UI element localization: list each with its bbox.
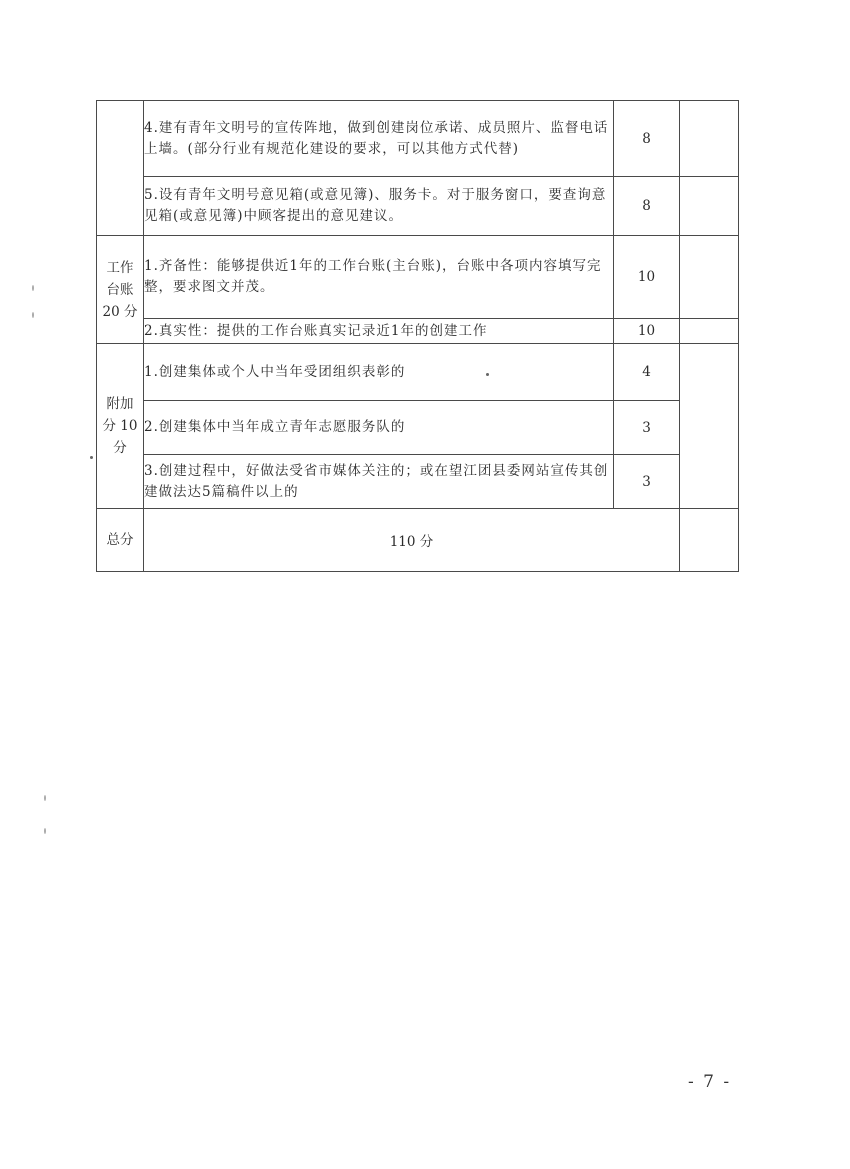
item-score: 4 <box>614 344 680 401</box>
table-row <box>97 344 739 401</box>
scan-speck <box>44 795 46 801</box>
item-score: 3 <box>614 455 680 509</box>
scan-speck <box>90 456 93 459</box>
item-description: 1.创建集体或个人中当年受团组织表彰的 <box>144 344 614 401</box>
category-line: 分 <box>113 440 127 456</box>
category-line: 分 10 <box>102 418 138 434</box>
table-row <box>97 319 739 344</box>
scan-speck <box>32 312 34 318</box>
actual-score-cell <box>680 319 739 344</box>
total-row <box>97 509 739 572</box>
item-description: 1.齐备性：能够提供近1年的工作台账(主台账)，台账中各项内容填写完整，要求图文并茂。 <box>144 236 614 319</box>
item-score: 8 <box>614 101 680 177</box>
total-label: 总分 <box>97 509 144 572</box>
item-description: 2.创建集体中当年成立青年志愿服务队的 <box>144 401 614 455</box>
category-cell <box>97 101 144 236</box>
item-score: 10 <box>614 319 680 344</box>
item-description: 3.创建过程中，好做法受省市媒体关注的；或在望江团县委网站宣传其创建做法达5篇稿件以上的 <box>144 455 614 509</box>
item-description: 2.真实性：提供的工作台账真实记录近1年的创建工作 <box>144 319 614 344</box>
actual-score-cell <box>680 177 739 236</box>
actual-score-cell <box>680 236 739 319</box>
category-bonus <box>97 344 144 509</box>
actual-score-cell <box>680 344 739 509</box>
scan-speck <box>486 373 489 376</box>
scoring-table <box>96 100 739 572</box>
scan-speck <box>44 828 46 834</box>
category-line: 附加 <box>106 396 134 412</box>
table-row <box>97 177 739 236</box>
item-score: 8 <box>614 177 680 236</box>
category-work-ledger <box>97 236 144 344</box>
total-value: 110 分 <box>144 509 680 572</box>
scan-speck <box>32 285 34 291</box>
table-row <box>97 101 739 177</box>
actual-score-cell <box>680 101 739 177</box>
category-line: 台账 <box>106 281 134 298</box>
category-line: 20 分 <box>102 303 138 320</box>
page-number: - 7 - <box>688 1072 732 1092</box>
table-row <box>97 236 739 319</box>
table-row <box>97 455 739 509</box>
actual-score-cell <box>680 509 739 572</box>
item-description: 4.建有青年文明号的宣传阵地，做到创建岗位承诺、成员照片、监督电话上墙。(部分行业有规范化建设的要求，可以其他方式代替) <box>144 101 614 177</box>
category-line: 工作 <box>106 259 134 276</box>
item-score: 3 <box>614 401 680 455</box>
table-row <box>97 401 739 455</box>
item-score: 10 <box>614 236 680 319</box>
item-description: 5.设有青年文明号意见箱(或意见簿)、服务卡。对于服务窗口，要查询意见箱(或意见簿)中顾客提出的意见建议。 <box>144 177 614 236</box>
